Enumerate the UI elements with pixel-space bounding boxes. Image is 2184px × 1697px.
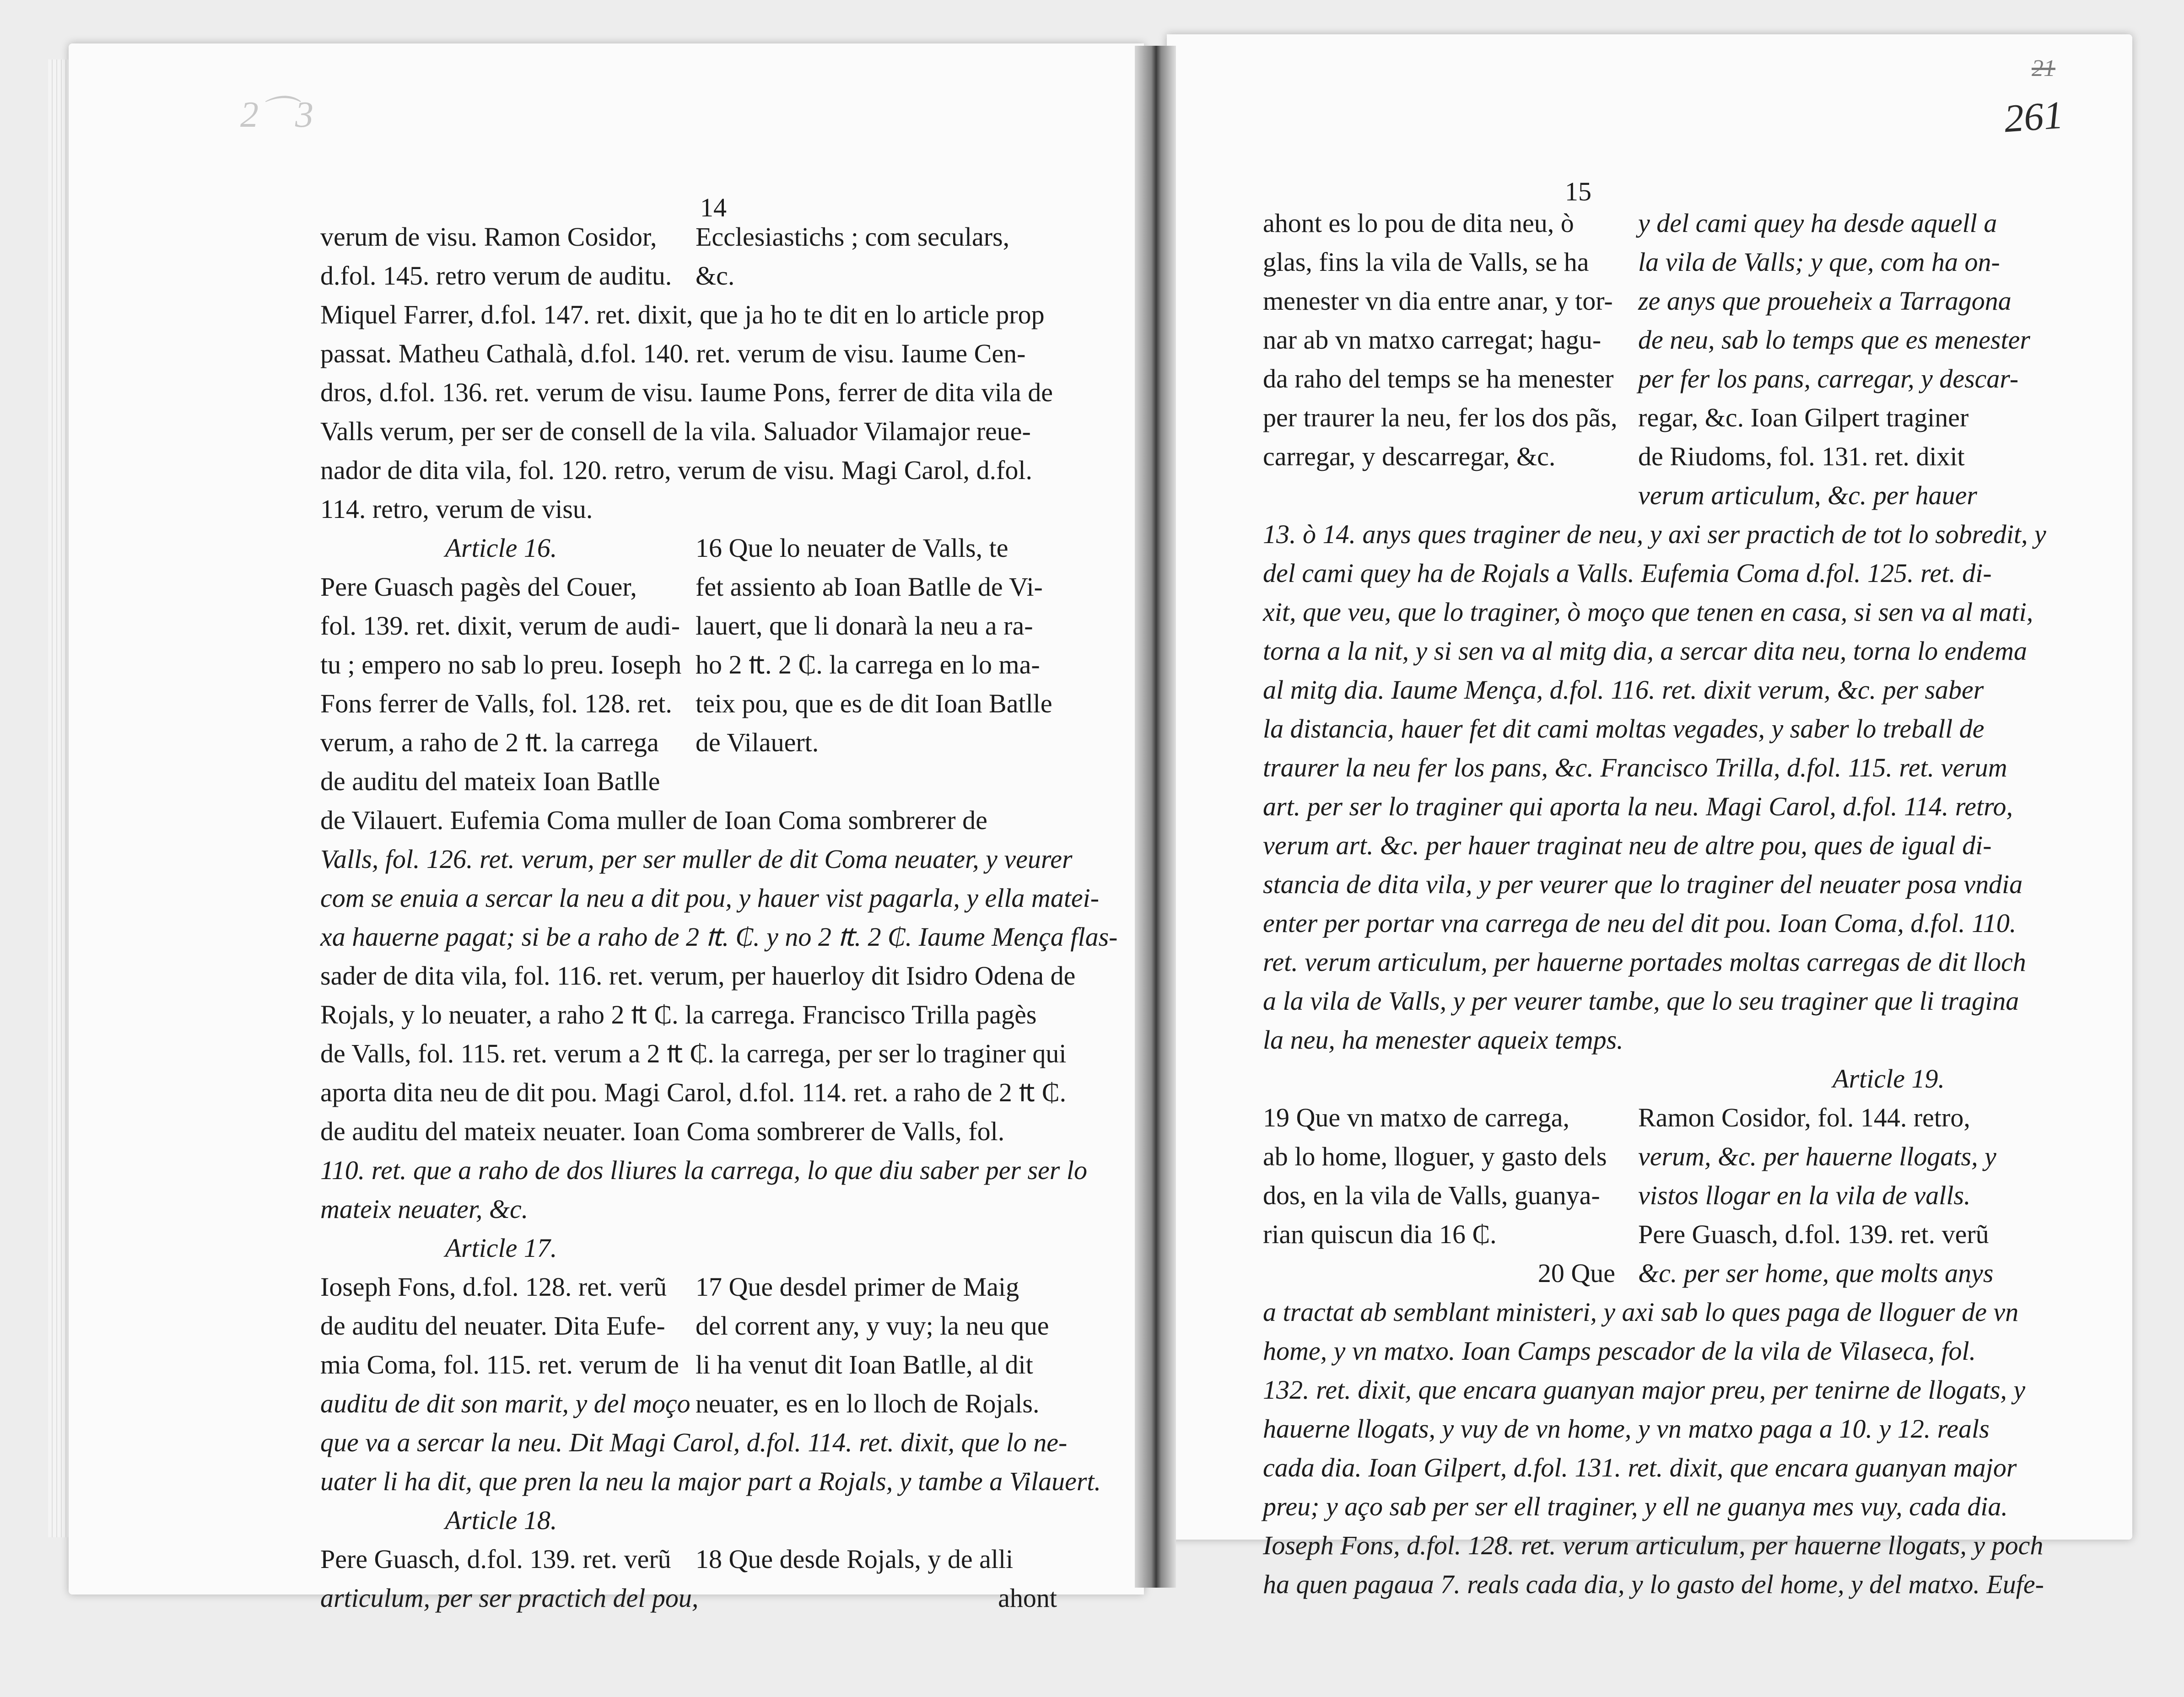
text-line: nador de dita vila, fol. 120. retro, verum de visu. Magi Carol, d.fol. — [320, 455, 1032, 485]
text-line: regar, &c. Ioan Gilpert traginer — [1638, 403, 1969, 432]
faint-pencil-mark: 2⌒3 — [240, 95, 313, 135]
article-heading: Article 16. — [445, 533, 557, 563]
text-line: 19 Que vn matxo de carrega, — [1263, 1103, 1569, 1132]
article-18 — [320, 1501, 1057, 1617]
text-line: la distancia, hauer fet dit cami moltas vegades, y saber lo treball de — [1263, 714, 1984, 743]
text-line: de Vilauert. Eufemia Coma muller de Ioan Coma sombrerer de — [320, 805, 987, 835]
text-line: &c. per ser home, que molts anys — [1638, 1258, 1994, 1288]
text-line: xit, que veu, que lo traginer, ò moço que tenen en casa, si sen va al mati, — [1263, 597, 2033, 627]
text-line: mateix neuater, &c. — [320, 1194, 528, 1224]
text-line: uater li ha dit, que pren la neu la major part a Rojals, y tambe a Vilauert. — [320, 1466, 1101, 1496]
text-line: de Riudoms, fol. 131. ret. dixit — [1638, 442, 1965, 471]
text-line: de auditu del mateix Ioan Batlle — [320, 766, 660, 796]
text-line: de auditu del mateix neuater. Ioan Coma sombrerer de Valls, fol. — [320, 1116, 1005, 1146]
text-line: la neu, ha menester aqueix temps. — [1263, 1025, 1623, 1055]
article-18-continued — [1263, 204, 2030, 515]
text-line: Ioseph Fons, d.fol. 128. ret. verum articulum, per hauerne llogats, y poch — [1263, 1530, 2044, 1560]
text-line: cada dia. Ioan Gilpert, d.fol. 131. ret. dixit, que encara guanyan major — [1263, 1453, 2017, 1482]
text-line: nar ab vn matxo carregat; hagu- — [1263, 325, 1602, 355]
text-line: de Vilauert. — [696, 727, 819, 757]
top-two-columns — [320, 217, 1057, 295]
text-line: 16 Que lo neuater de Valls, te — [696, 533, 1008, 563]
text-line: Pere Guasch, d.fol. 139. ret. verũ — [1638, 1219, 1989, 1249]
book-spine — [1135, 46, 1176, 1588]
text-line: Miquel Farrer, d.fol. 147. ret. dixit, que ja ho te dit en lo article prop — [320, 300, 1045, 329]
text-line: del corrent any, y vuy; la neu que — [696, 1311, 1049, 1341]
text-line: per fer los pans, carregar, y descar- — [1638, 364, 2019, 393]
text-line: &c. — [696, 261, 735, 291]
article-heading: Article 19. — [1833, 1064, 1945, 1094]
article-19-testimony — [1638, 1098, 2000, 1293]
article-18-statement-cont — [1263, 204, 1624, 515]
text-line: stancia de dita vila, y per veurer que lo traginer del neuater posa vndia — [1263, 869, 2023, 899]
text-line: xa hauerne pagat; si be a raho de 2 ₶. ₵. y no 2 ₶. 2 ₵. Iaume Mença flas- — [320, 922, 1118, 952]
article-16 — [320, 528, 1057, 801]
col-a — [320, 217, 682, 295]
text-line: d.fol. 145. retro verum de auditu. — [320, 261, 672, 291]
text-line: 13. ò 14. anys ques traginer de neu, y axi ser practich de tot lo sobredit, y — [1263, 519, 2046, 549]
text-line: Rojals, y lo neuater, a raho 2 ₶ ₵. la carrega. Francisco Trilla pagès — [320, 1000, 1037, 1029]
article-heading: Article 17. — [445, 1233, 557, 1263]
article-19-statement — [1263, 1098, 1624, 1293]
crossed-out-folio: 21 — [2032, 55, 2055, 81]
text-line: verum de visu. Ramon Cosidor, — [320, 222, 657, 252]
full-paragraph-1 — [320, 295, 1057, 528]
page-edges — [48, 59, 71, 1537]
text-line: la vila de Valls; y que, com ha on- — [1638, 247, 2000, 277]
text-line: al mitg dia. Iaume Mença, d.fol. 116. ret. dixit verum, &c. per saber — [1263, 675, 1984, 705]
col-b — [696, 217, 1057, 295]
text-line: mia Coma, fol. 115. ret. verum de — [320, 1350, 679, 1379]
text-line: Valls verum, per ser de consell de la vila. Saluador Vilamajor reue- — [320, 416, 1031, 446]
text-line: glas, fins la vila de Valls, se ha — [1263, 247, 1589, 277]
text-line: ahont es lo pou de dita neu, ò — [1263, 208, 1574, 238]
full-paragraph-1 — [1263, 515, 2046, 1059]
text-line: enter per portar vna carrega de neu del dit pou. Ioan Coma, d.fol. 110. — [1263, 908, 2017, 938]
text-line: Pere Guasch, d.fol. 139. ret. verũ — [320, 1544, 671, 1574]
text-line: de neu, sab lo temps que es menester — [1638, 325, 2030, 355]
text-line: hauerne llogats, y vuy de vn home, y vn matxo paga a 10. y 12. reals — [1263, 1414, 1990, 1444]
text-line: ab lo home, lloguer, y gasto dels — [1263, 1142, 1607, 1171]
text-line: carregar, y descarregar, &c. — [1263, 442, 1556, 471]
text-line: verum, &c. per hauerne llogats, y — [1638, 1142, 1996, 1171]
left-page-number: 14 — [700, 193, 727, 222]
text-line: torna a la nit, y si sen va al mitg dia, a sercar dita neu, torna lo endema — [1263, 636, 2028, 666]
text-line: tu ; empero no sab lo preu. Ioseph — [320, 650, 682, 679]
article-17-testimony — [320, 1228, 690, 1423]
text-line: verum art. &c. per hauer traginat neu de altre pou, ques de igual di- — [1263, 830, 1992, 860]
text-line: Valls, fol. 126. ret. verum, per ser muller de dit Coma neuater, y veurer — [320, 844, 1073, 874]
catchword: ahont — [998, 1583, 1057, 1613]
text-line: preu; y aço sab per ser ell traginer, y ell ne guanya mes vuy, cada dia. — [1263, 1492, 2008, 1521]
text-line: Ioseph Fons, d.fol. 128. ret. verũ — [320, 1272, 667, 1302]
article-heading: Article 18. — [445, 1505, 557, 1535]
text-line: auditu de dit son marit, y del moço — [320, 1389, 690, 1418]
text-line: rian quiscun dia 16 ₵. — [1263, 1219, 1497, 1249]
text-line: a tractat ab semblant ministeri, y axi sab lo ques paga de lloguer de vn — [1263, 1297, 2019, 1327]
text-line: dros, d.fol. 136. ret. verum de visu. Iaume Pons, ferrer de dita vila de — [320, 377, 1053, 407]
text-line: de auditu del neuater. Dita Eufe- — [320, 1311, 665, 1341]
text-line: que va a sercar la neu. Dit Magi Carol, d.fol. 114. ret. dixit, que lo ne- — [320, 1428, 1068, 1457]
text-line: passat. Matheu Cathalà, d.fol. 140. ret. verum de visu. Iaume Cen- — [320, 339, 1026, 368]
text-line: 114. retro, verum de visu. — [320, 494, 593, 524]
text-line: lauert, que li donarà la neu a ra- — [696, 611, 1033, 641]
left-page-text — [320, 217, 1118, 1617]
text-line: li ha venut dit Ioan Batlle, al dit — [696, 1350, 1033, 1379]
text-line: traurer la neu fer los pans, &c. Francisco Trilla, d.fol. 115. ret. verum — [1263, 753, 2007, 782]
text-line: verum articulum, &c. per hauer — [1638, 480, 1977, 510]
text-line: articulum, per ser practich del pou, — [320, 1583, 699, 1613]
text-line: com se enuia a sercar la neu a dit pou, y hauer vist pagarla, y ella matei- — [320, 883, 1100, 913]
text-line: menester vn dia entre anar, y tor- — [1263, 286, 1613, 316]
full-paragraph-3 — [320, 1423, 1101, 1501]
full-paragraph-2 — [320, 801, 1118, 1228]
text-line: fet assiento ab Ioan Batlle de Vi- — [696, 572, 1043, 602]
article-16-statement — [696, 528, 1057, 801]
article-16-testimony — [320, 528, 682, 801]
article-20-intro: 20 Que — [1537, 1258, 1615, 1288]
text-line: aporta dita neu de dit pou. Magi Carol, d.fol. 114. ret. a raho de 2 ₶ ₵. — [320, 1077, 1067, 1107]
text-line: fol. 139. ret. dixit, verum de audi- — [320, 611, 680, 641]
text-line: a la vila de Valls, y per veurer tambe, que lo seu traginer que li tragina — [1263, 986, 2019, 1016]
article-18-testimony — [320, 1501, 699, 1617]
text-line: ho 2 ₶. 2 ₵. la carrega en lo ma- — [696, 650, 1040, 679]
article-19 — [1263, 1098, 2000, 1293]
handwritten-folio-number: 261 — [2002, 92, 2065, 141]
text-line: 132. ret. dixit, que encara guanyan major preu, per tenirne de llogats, y — [1263, 1375, 2026, 1405]
text-line: del cami quey ha de Rojals a Valls. Eufemia Coma d.fol. 125. ret. di- — [1263, 558, 1992, 588]
text-line: per traurer la neu, fer los dos pãs, — [1263, 403, 1618, 432]
article-18-testimony-cont — [1638, 204, 2030, 515]
text-line: Pere Guasch pagès del Couer, — [320, 572, 637, 602]
text-line: verum, a raho de 2 ₶. la carrega — [320, 727, 659, 757]
text-line: 110. ret. que a raho de dos lliures la carrega, lo que diu saber per ser lo — [320, 1155, 1087, 1185]
text-line: teix pou, que es de dit Ioan Batlle — [696, 689, 1052, 718]
text-line: ha quen pagaua 7. reals cada dia, y lo gasto del home, y del matxo. Eufe- — [1263, 1569, 2044, 1599]
text-line: de Valls, fol. 115. ret. verum a 2 ₶ ₵. la carrega, per ser lo traginer qui — [320, 1039, 1067, 1068]
full-paragraph-2 — [1263, 1293, 2044, 1604]
text-line: ze anys que proueheix a Tarragona — [1638, 286, 2011, 316]
right-page-number: 15 — [1565, 177, 1591, 206]
right-page-text — [1263, 204, 2046, 1604]
text-line: art. per ser lo traginer qui aporta la neu. Magi Carol, d.fol. 114. retro, — [1263, 792, 2013, 821]
text-line: da raho del temps se ha menester — [1263, 364, 1614, 393]
text-line: 18 Que desde Rojals, y de alli — [696, 1544, 1014, 1574]
text-line: home, y vn matxo. Ioan Camps pescador de la vila de Vilaseca, fol. — [1263, 1336, 1976, 1366]
article-17-statement — [696, 1228, 1057, 1423]
text-line: ret. verum articulum, per hauerne portades moltas carregas de dit lloch — [1263, 947, 2026, 977]
text-line: y del cami quey ha desde aquell a — [1638, 208, 1997, 238]
text-line: sader de dita vila, fol. 116. ret. verum, per hauerloy dit Isidro Odena de — [320, 961, 1076, 991]
article-18-statement — [696, 1501, 1057, 1617]
text-line: neuater, es en lo lloch de Rojals. — [696, 1389, 1040, 1418]
text-line: Fons ferrer de Valls, fol. 128. ret. — [320, 689, 672, 718]
text-line: dos, en la vila de Valls, guanya- — [1263, 1180, 1600, 1210]
text-line: Ramon Cosidor, fol. 144. retro, — [1638, 1103, 1970, 1132]
text-line: vistos llogar en la vila de valls. — [1638, 1180, 1971, 1210]
article-17 — [320, 1228, 1057, 1423]
text-line: 17 Que desdel primer de Maig — [696, 1272, 1019, 1302]
text-line: Ecclesiastichs ; com seculars, — [696, 222, 1010, 252]
